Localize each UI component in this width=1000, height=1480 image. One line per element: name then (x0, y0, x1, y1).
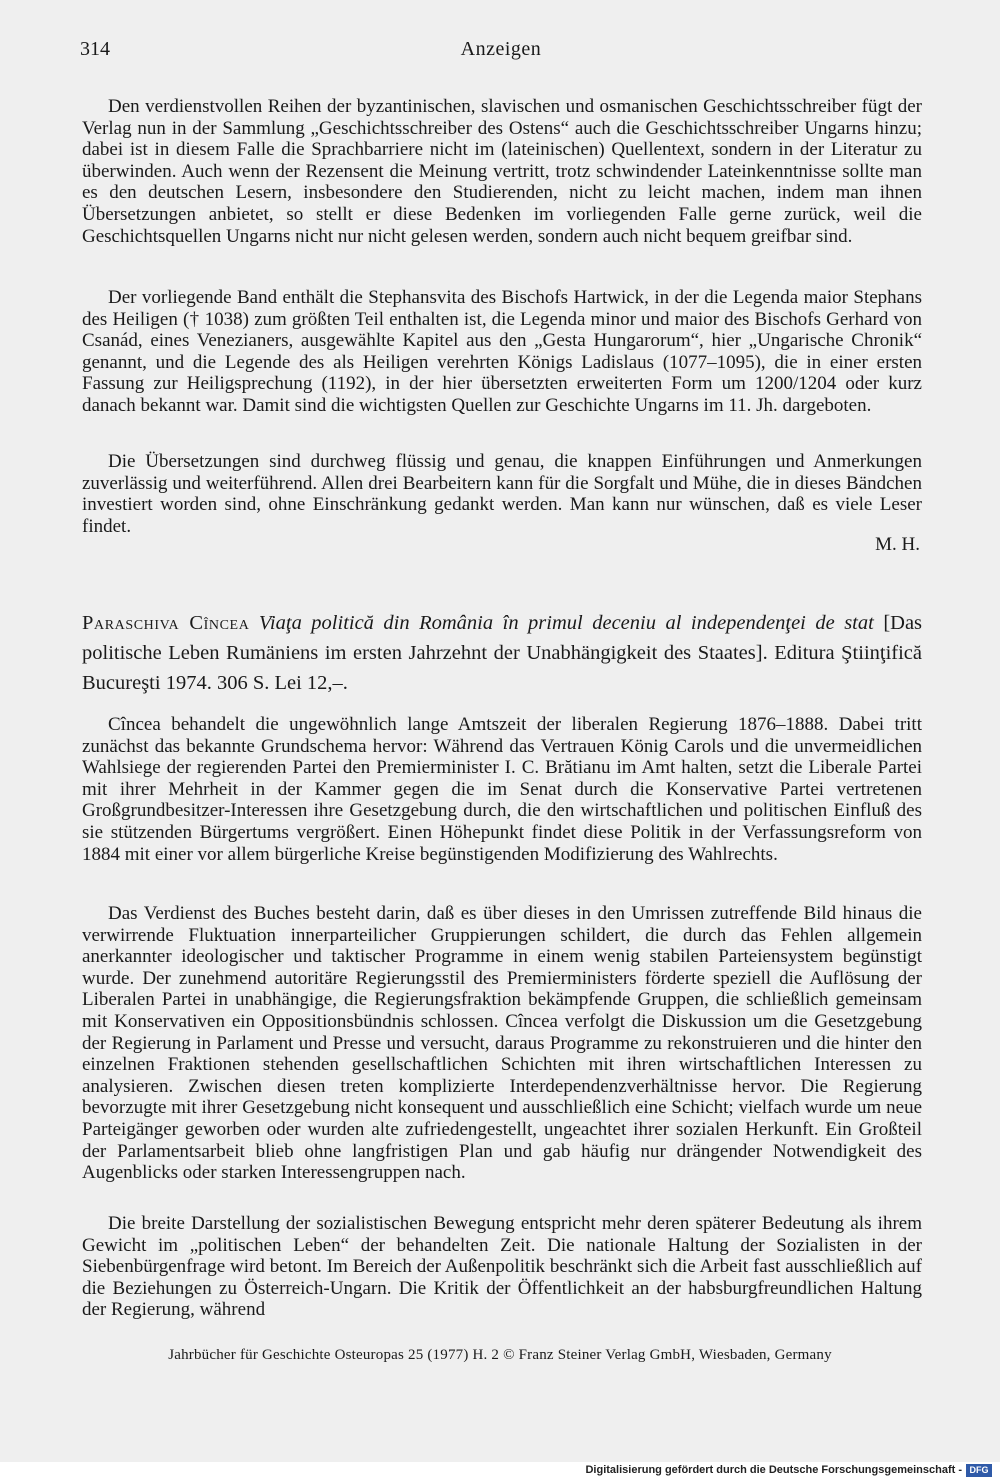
page-header (80, 38, 922, 68)
review2-bibliography: [Das politische Leben Rumäniens im ersten Jahrzehnt der Unabhängigkeit des Staates]. Editura Ştiinţifică Bucureşti 1974. 306 S. Lei 12,–. (82, 612, 923, 694)
journal-citation: Jahrbücher für Geschichte Osteuropas 25 (1977) H. 2 © Franz Steiner Verlag GmbH, Wiesbaden, Germany (168, 1347, 832, 1363)
running-head: Anzeigen (460, 38, 542, 60)
digitization-note: Digitalisierung gefördert durch die Deutsche Forschungsgemeinschaft - (585, 1464, 962, 1476)
review1-paragraph-2: Der vorliegende Band enthält die Stephansvita des Bischofs Hartwick, in der die Legenda maior Stephans des Heiligen († 1038) zum größten Teil enthalten ist, die Legenda minor und maior des Bischofs Gerhard von Csanád, eines Venezianers, ausgewählte Kapitel aus den „Gesta Hungarorum“, hier „Ungarische Chronik“ genannt, und die Legende des als Heiligen verehrten Königs Ladislaus (1077–1095), die in einer ersten Fassung zur Heiligsprechung (1192), in der hier übersetzten erweiterten Form um 1200/1204 oder kurz danach bekannt war. Damit sind die wichtigsten Quellen zur Geschichte Ungarns im 11. Jh. dargeboten. (82, 287, 922, 416)
page-number: 314 (80, 38, 110, 60)
review2-heading (82, 608, 922, 698)
dfg-logo-icon: DFG (966, 1464, 992, 1477)
review2-author: Paraschiva Cîncea (82, 612, 250, 634)
review2-title-romanian: Viaţa politică din România în primul deceniu al independenţei de stat (258, 612, 874, 634)
digitization-bar (0, 1462, 1000, 1480)
review1-paragraph-3: Die Übersetzungen sind durchweg flüssig und genau, die knappen Einführungen und Anmerkungen zuverlässig und weiterführend. Allen drei Bearbeitern kann für die Sorgfalt und Mühe, die in dieses Bändchen investiert worden sind, ohne Einschränkung gedankt werden. Man kann nur wünschen, daß es viele Leser findet. (82, 451, 922, 537)
review2-paragraph-2: Das Verdienst des Buches besteht darin, daß es über dieses in den Umrissen zutreffende Bild hinaus die verwirrende Fluktuation innerparteilicher Gruppierungen schildert, die durch das Fehlen allgemein anerkannter ideologischer und taktischer Programme in einem wenig stabilen Parteiensystem begünstigt wurde. Der zunehmend autoritäre Regierungsstil des Premierministers förderte speziell die Auflösung der Liberalen Partei in unabhängige, die Regierungsfraktion bekämpfende Gruppen, die schließlich gemeinsam mit Konservativen ein Oppositionsbündnis schlossen. Cîncea verfolgt die Diskussion um die Gesetzgebung der Regierung in Parlament und Presse und versucht, daraus Programme zu rekonstruieren und die hinter den einzelnen Fraktionen stehenden gesellschaftlichen Schichten mit ihren wirtschaftlichen Interessen zu analysieren. Zwischen diesen treten komplizierte Interdependenzverhältnisse hervor. Die Regierung bevorzugte mit ihrer Gesetzgebung nicht konsequent und ausschließlich eine Schicht; vielfach wurde um neue Parteigänger geworben oder wurden alte zufriedengestellt, ungeachtet ihrer sozialen Herkunft. Ein Großteil der Parlamentsarbeit blieb ohne langfristigen Plan und gab häufig nur drängender Notwendigkeit des Augenblicks oder starken Interessengruppen nach. (82, 903, 922, 1184)
review2-paragraph-1: Cîncea behandelt die ungewöhnlich lange Amtszeit der liberalen Regierung 1876–1888. Dabei tritt zunächst das bekannte Grundschema hervor: Während das Vertrauen König Carols und die unvermeidlichen Wahlsiege der regierenden Partei den Premierminister I. C. Brătianu im Amt halten, setzt die Liberale Partei mit ihrer Mehrheit in der Kammer gegen die im Senat durch die Konservative Partei vertretenen Großgrundbesitzer-Interessen ihre Gesetzgebung durch, die den wirtschaftlichen und politischen Einfluß des sie stützenden Bürgertums vergrößert. Einen Höhepunkt findet diese Politik in der Verfassungsreform von 1884 mit einer vor allem bürgerliche Kreise begünstigenden Modifizierung des Wahlrechts. (82, 714, 922, 865)
review1-paragraph-1: Den verdienstvollen Reihen der byzantinischen, slavischen und osmanischen Geschichtsschreiber fügt der Verlag nun in der Sammlung „Geschichtsschreiber des Ostens“ auch die Geschichtsschreiber Ungarns hinzu; dabei ist in diesem Falle die Sprachbarriere nicht im (lateinischen) Quellentext, sondern in der Literatur zu überwinden. Auch wenn der Rezensent die Meinung vertritt, trotz schwindender Lateinkenntnisse sollte man es den deutschen Lesern, insbesondere den Studierenden, nicht zu leicht machen, indem man ihnen Übersetzungen anbietet, so stellt er diese Bedenken im vorliegenden Falle gerne zurück, weil die Geschichtsquellen Ungarns nicht nur nicht gelesen werden, sondern auch nicht bequem greifbar sind. (82, 96, 922, 247)
review1-signature: M. H. (875, 534, 920, 555)
review2-paragraph-3: Die breite Darstellung der sozialistischen Bewegung entspricht mehr deren späterer Bedeutung als ihrem Gewicht im „politischen Leben“ der behandelten Zeit. Die nationale Haltung der Sozialisten in der Siebenbürgenfrage wird betont. Im Bereich der Außenpolitik beschränkt sich die Arbeit fast ausschließlich auf die Beziehungen zu Österreich-Ungarn. Die Kritik der Öffentlichkeit an der habsburgfreundlichen Haltung der Regierung, während (82, 1213, 922, 1321)
